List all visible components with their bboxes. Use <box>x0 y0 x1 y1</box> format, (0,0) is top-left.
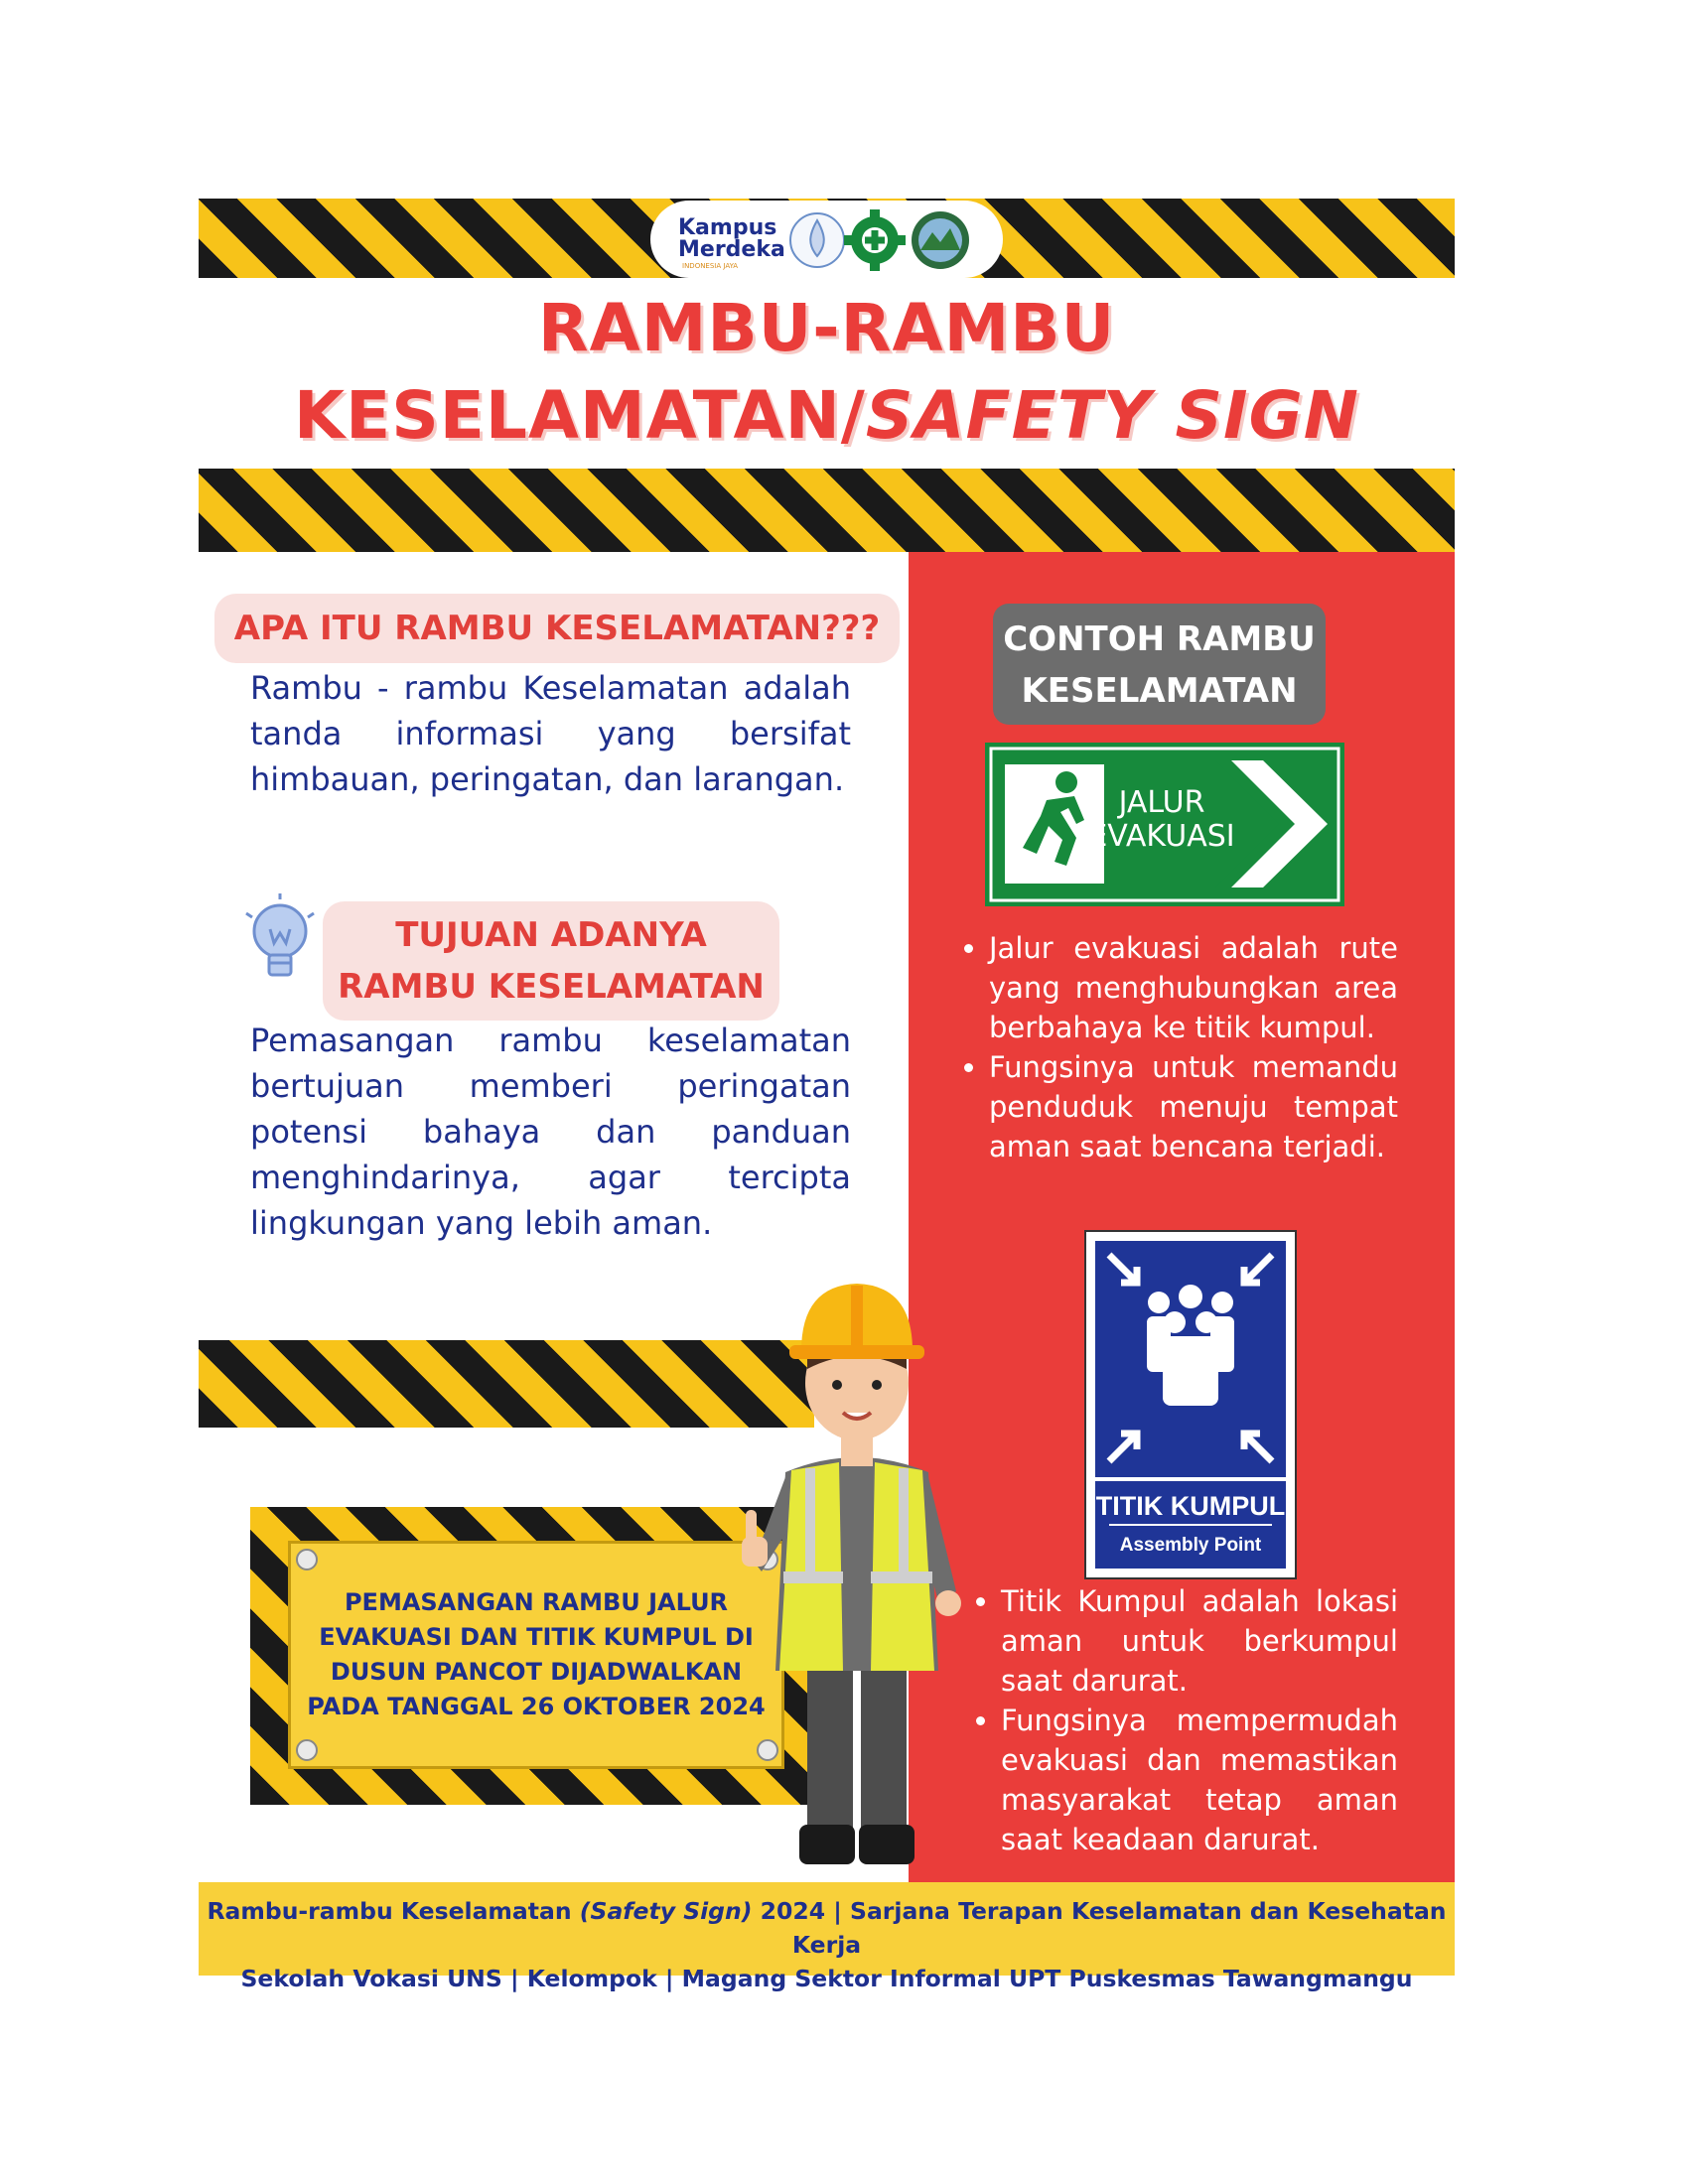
logo-text-kampus: Kampus <box>678 215 777 240</box>
poster <box>199 199 1455 1992</box>
purpose-heading-line1: TUJUAN ADANYA <box>395 915 707 955</box>
title-line-2-main: KESELAMATAN/ <box>293 377 866 454</box>
lightbulb-icon <box>240 893 320 993</box>
footer-line1 <box>199 1894 1455 1962</box>
footer-line1-text-b: 2024 | Sarjana Terapan Keselamatan dan Kesehatan Kerja <box>752 1897 1447 1959</box>
list-item: • Jalur evakuasi adalah rute yang menghubungkan area berbahaya ke titik kumpul. <box>989 928 1398 1047</box>
district-seal-icon <box>912 211 969 269</box>
list-item: • Titik Kumpul adalah lokasi aman untuk berkumpul saat darurat. <box>1001 1581 1398 1701</box>
purpose-heading <box>323 901 779 1021</box>
title-line-2 <box>199 377 1455 454</box>
footer-bar <box>199 1882 1455 1992</box>
what-is-heading: APA ITU RAMBU KESELAMATAN??? <box>214 594 900 663</box>
hard-hat-icon <box>789 1284 924 1359</box>
boot-icon <box>799 1825 855 1864</box>
list-item: • Fungsinya mempermudah evakuasi dan memastikan masyarakat tetap aman saat keadaan darurat. <box>1001 1701 1398 1859</box>
safety-worker-illustration <box>740 1274 978 1882</box>
k3-gear-icon <box>844 209 906 271</box>
title-line-2-italic: SAFETY SIGN <box>865 377 1359 454</box>
purpose-heading-line2: RAMBU KESELAMATAN <box>338 967 765 1007</box>
logo-text-merdeka: Merdeka <box>678 237 785 262</box>
schedule-notice <box>288 1541 784 1769</box>
assembly-sign-sub: Assembly Point <box>1119 1535 1262 1556</box>
list-item: • Fungsinya untuk memandu penduduk menuju tempat aman saat bencana terjadi. <box>989 1047 1398 1166</box>
assembly-point-sign <box>1085 1231 1296 1578</box>
footer-line1-italic: (Safety Sign) <box>579 1897 753 1925</box>
assembly-bullets <box>973 1581 1398 1859</box>
partner-logos <box>650 201 1003 278</box>
logo-text-sub: INDONESIA JAYA <box>682 262 739 270</box>
examples-heading <box>993 604 1326 725</box>
logo-strip <box>650 201 1003 278</box>
title-line-1: RAMBU-RAMBU <box>537 290 1116 366</box>
thumbs-up-icon <box>742 1510 768 1567</box>
what-is-body: Rambu - rambu Keselamatan adalah tanda informasi yang bersifat himbauan, peringatan, dan larangan. <box>250 669 851 798</box>
footer-line1-text-a: Rambu-rambu Keselamatan <box>207 1897 580 1925</box>
purpose-body: Pemasangan rambu keselamatan bertujuan memberi peringatan potensi bahaya dan panduan menghindarinya, agar tercipta lingkungan yang lebih aman. <box>250 1022 851 1242</box>
hazard-stripe-under-title <box>199 469 1455 552</box>
hazard-stripe-mid <box>199 1340 814 1428</box>
exit-sign-line1: JALUR <box>1118 785 1205 820</box>
examples-heading-line2: KESELAMATAN <box>1021 671 1298 711</box>
screw-icon <box>296 1739 318 1761</box>
boot-icon <box>859 1825 914 1864</box>
schedule-notice-text: PEMASANGAN RAMBU JALUR EVAKUASI DAN TITIK KUMPUL DI DUSUN PANCOT DIJADWALKAN PADA TANGGAL 26 OKTOBER 2024 <box>307 1588 766 1720</box>
exit-sign-line2: EVAKUASI <box>1088 819 1235 854</box>
evacuation-bullets <box>961 928 1398 1166</box>
screw-icon <box>296 1549 318 1570</box>
examples-heading-line1: CONTOH RAMBU <box>1003 619 1316 659</box>
footer-line2: Sekolah Vokasi UNS | Kelompok | Magang Sektor Informal UPT Puskesmas Tawangmangu <box>240 1965 1413 1992</box>
evacuation-route-sign <box>985 743 1344 906</box>
assembly-sign-title: TITIK KUMPUL <box>1095 1491 1286 1521</box>
